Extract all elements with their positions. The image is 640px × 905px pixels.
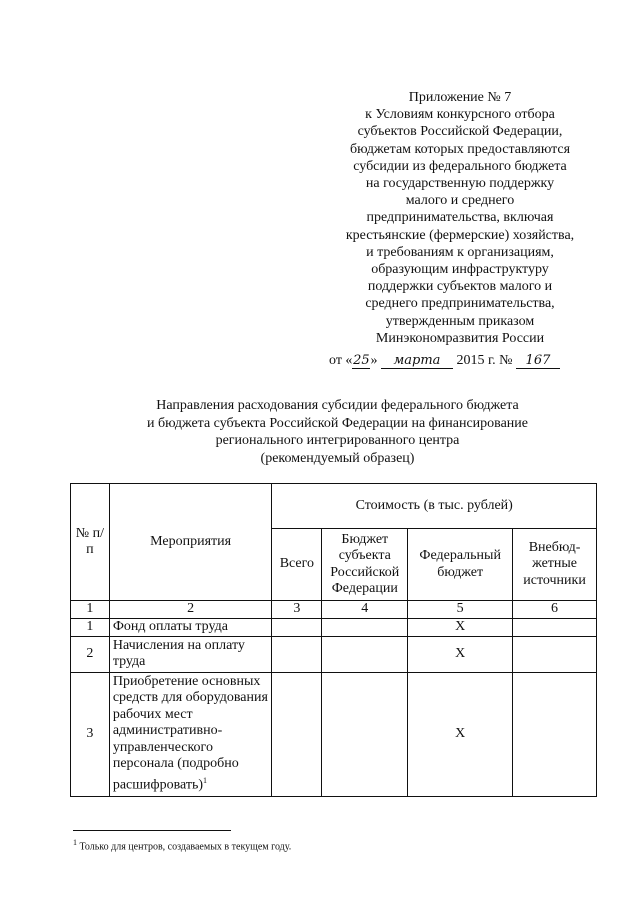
footnote-mark: 1 [203, 775, 208, 785]
date-mid: » [370, 353, 378, 368]
appendix-line: и требованиям к организациям, [366, 244, 554, 260]
row-activity: Приобретение основных средств для оборудования рабочих мест административно-управленческого персонала (подробно расшифровать) [112, 673, 268, 793]
row-federal: X [408, 618, 513, 636]
row-federal: X [408, 672, 513, 796]
appendix-line: к Условиям конкурсного отбора [365, 107, 555, 123]
appendix-line: утвержденным приказом [385, 313, 535, 329]
footnote-number: 1 [73, 838, 77, 847]
title-line: Направления расходования субсидии федерального бюджета [156, 398, 519, 413]
table-row [71, 636, 597, 672]
date-prefix: от « [329, 353, 353, 368]
col-number: 6 [513, 601, 597, 619]
row-activity-cell [109, 672, 272, 796]
footnote-text: Только для центров, создаваемых в текущем году. [79, 841, 292, 853]
order-number: 167 [516, 354, 560, 369]
date-day: 25 [353, 353, 370, 368]
appendix-block [330, 89, 590, 347]
date-year: 2015 г. № [456, 353, 513, 368]
row-total [272, 618, 322, 636]
header-extrabudgetary: Внебюд-жетные источники [513, 529, 597, 601]
appendix-line: поддержки субъектов малого и [367, 279, 553, 295]
appendix-line: Приложение № 7 [408, 90, 512, 105]
appendix-line: на государственную поддержку [365, 176, 555, 192]
appendix-line: среднего предпринимательства, [365, 296, 555, 312]
document-title [70, 397, 605, 467]
column-number-row [71, 601, 597, 619]
row-num: 2 [71, 636, 110, 672]
col-number: 5 [408, 601, 513, 619]
table-row [71, 618, 597, 636]
row-regional [322, 618, 408, 636]
title-line: регионального интегрированного центра [215, 433, 460, 448]
row-other [513, 618, 597, 636]
appendix-line: малого и среднего [405, 193, 515, 209]
expenses-table [70, 483, 597, 797]
header-activity: Мероприятия [109, 484, 272, 601]
header-federal-budget: Федеральный бюджет [408, 529, 513, 601]
row-num: 3 [71, 672, 110, 796]
row-total [272, 672, 322, 796]
footnote [73, 838, 291, 852]
date-month: марта [381, 354, 453, 369]
row-num: 1 [71, 618, 110, 636]
row-total [272, 636, 322, 672]
footnote-divider [73, 830, 231, 831]
appendix-line: субъектов Российской Федерации, [357, 124, 563, 140]
header-total: Всего [272, 529, 322, 601]
header-cost: Стоимость (в тыс. рублей) [272, 484, 597, 529]
col-number: 3 [272, 601, 322, 619]
appendix-line: крестьянские (фермерские) хозяйства, [345, 227, 575, 243]
appendix-line: предпринимательства, включая [366, 210, 554, 226]
col-number: 1 [71, 601, 110, 619]
header-regional-budget: Бюджет субъекта Российской Федерации [322, 529, 408, 601]
title-line: и бюджета субъекта Российской Федерации на финансирование [146, 415, 528, 431]
header-num: № п/п [71, 484, 110, 601]
row-regional [322, 636, 408, 672]
row-activity: Фонд оплаты труда [109, 618, 272, 636]
row-regional [322, 672, 408, 796]
col-number: 4 [322, 601, 408, 619]
row-other [513, 636, 597, 672]
table-row [71, 672, 597, 796]
appendix-line: Минэкономразвития России [375, 330, 545, 346]
row-other [513, 672, 597, 796]
row-federal: X [408, 636, 513, 672]
title-line: (рекомендуемый образец) [260, 450, 415, 466]
order-date-line [329, 353, 589, 369]
appendix-line: бюджетам которых предоставляются [349, 141, 571, 157]
row-activity: Начисления на оплату труда [109, 636, 272, 672]
appendix-line: субсидии из федерального бюджета [353, 158, 567, 174]
col-number: 2 [109, 601, 272, 619]
appendix-line: образующим инфраструктуру [371, 262, 549, 278]
